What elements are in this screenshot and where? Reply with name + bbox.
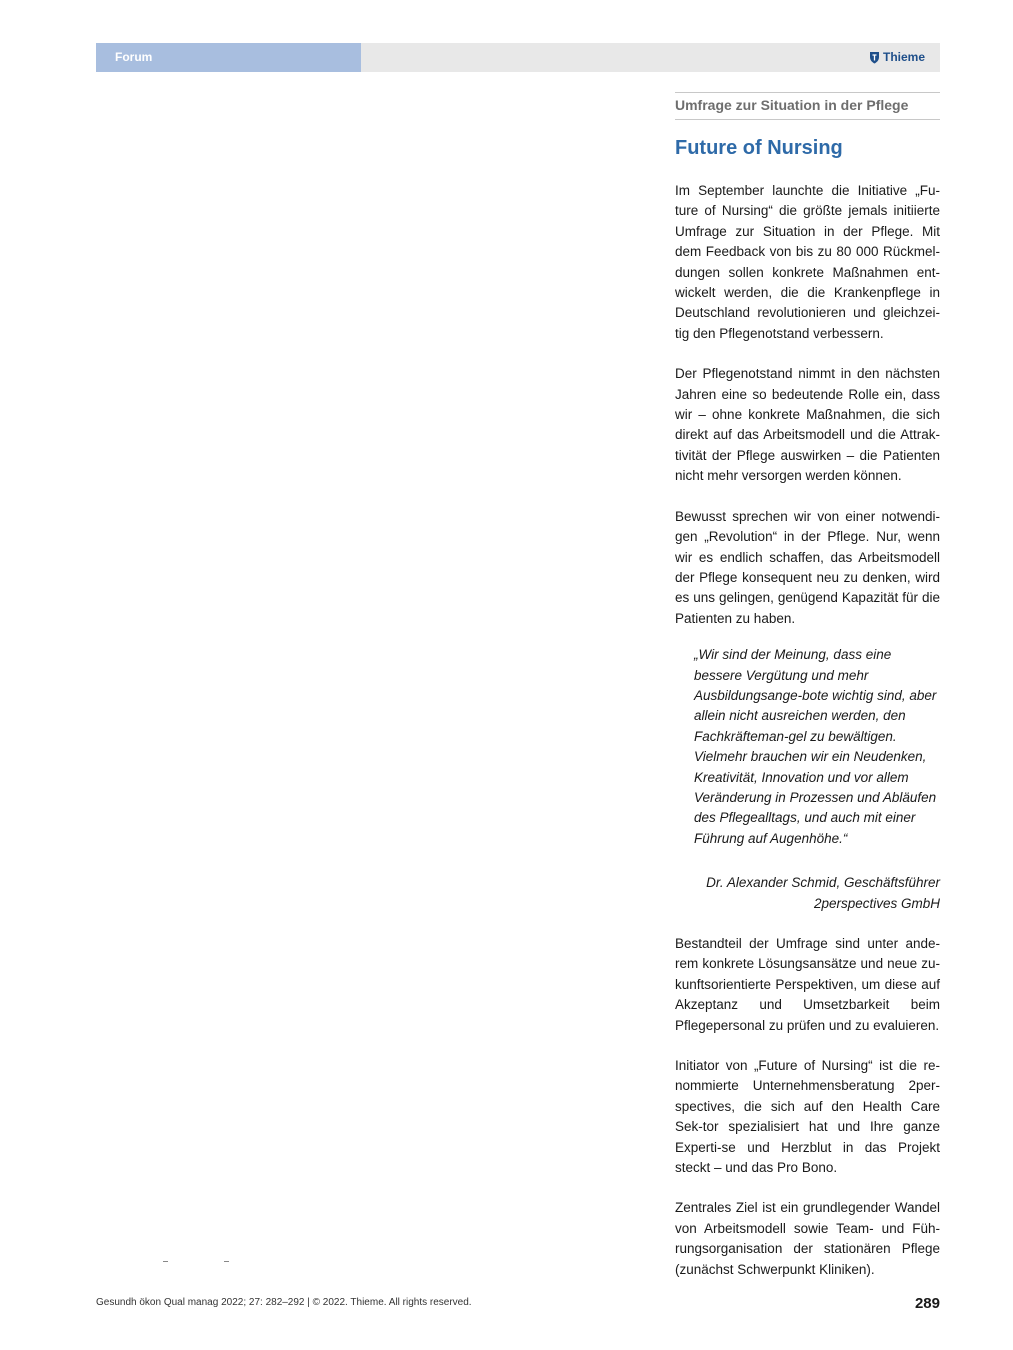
article [675, 92, 940, 1280]
article-paragraph: Im September launchte die Initiative „Fu-ture of Nursing“ die größte jemals initiierte Umfrage zur Situation in der Pflege. Mit dem Feedback von bis zu 80 000 Rückmel-dungen sollen konkrete Maßnahmen ent-wickelt werden, die die Krankenpflege in Deutschland revolutionieren und gleichzei-tig den Pflegenotstand verbessern. [675, 183, 940, 341]
attribution-name: Dr. Alexander Schmid, Geschäftsführer [706, 875, 940, 891]
thieme-logo-icon [869, 51, 880, 64]
article-kicker: Umfrage zur Situation in der Pflege [675, 92, 940, 120]
quote-attribution [675, 873, 940, 914]
article-title: Future of Nursing [675, 137, 843, 159]
article-paragraph: Der Pflegenotstand nimmt in den nächsten Jahren eine so bedeutende Rolle ein, dass wir – ohne konkrete Maßnahmen, die sich direkt auf das Arbeitsmodell und die Attrak-tivität der Pflege auswirken – die Patienten nicht mehr versorgen werden können. [675, 366, 940, 484]
article-paragraph: Zentrales Ziel ist ein grundlegender Wandel von Arbeitsmodell sowie Team- und Füh-rungsorganisation der stationären Pflege (zunächst Schwerpunkt Kliniken). [675, 1200, 940, 1277]
article-paragraph: Bewusst sprechen wir von einer notwendi-gen „Revolution“ in der Pflege. Nur, wenn wir es endlich schaffen, das Arbeitsmodell der Pflege konsequent neu zu denken, wird es uns gelingen, genügend Kapazität für die Patienten zu haben. [675, 508, 940, 626]
running-header [96, 43, 940, 72]
pull-quote: „Wir sind der Meinung, dass eine bessere Vergütung und mehr Ausbildungsange-bote wichtig sind, aber allein nicht ausreichen werden, den Fachkräfteman-gel zu bewältigen. Vielmehr brauchen wir ein Neudenken, Kreativität, Innovation und vor allem Veränderung in Prozessen und Abläufen des Pflegealltags, und auch mit einer Führung auf Augenhöhe.“ [694, 647, 937, 846]
article-paragraph: Bestandteil der Umfrage sind unter ande-rem konkrete Lösungsansätze und neue zu-kunftsorientierte Perspektiven, um diese auf Akzeptanz und Umsetzbarkeit beim Pflegepersonal zu prüfen und zu evaluieren. [675, 936, 940, 1033]
crop-mark [163, 1261, 168, 1262]
page-number: 289 [914, 1295, 940, 1312]
footer-citation: Gesundh ökon Qual manag 2022; 27: 282–292 | © 2022. Thieme. All rights reserved. [96, 1297, 472, 1308]
article-paragraph: Initiator von „Future of Nursing“ ist die re-nommierte Unternehmensberatung 2per-spectives, die sich auf den Health Care Sek-tor spezialisiert hat und Ihre ganze Experti-se und Herzblut in das Projekt steckt – und das Pro Bono. [675, 1058, 940, 1176]
publisher-logo [869, 50, 925, 64]
section-tab [96, 43, 361, 72]
crop-mark [224, 1261, 229, 1262]
publisher-name: Thieme [882, 50, 925, 64]
section-label: Forum [115, 50, 153, 64]
attribution-company: 2perspectives GmbH [813, 895, 940, 911]
